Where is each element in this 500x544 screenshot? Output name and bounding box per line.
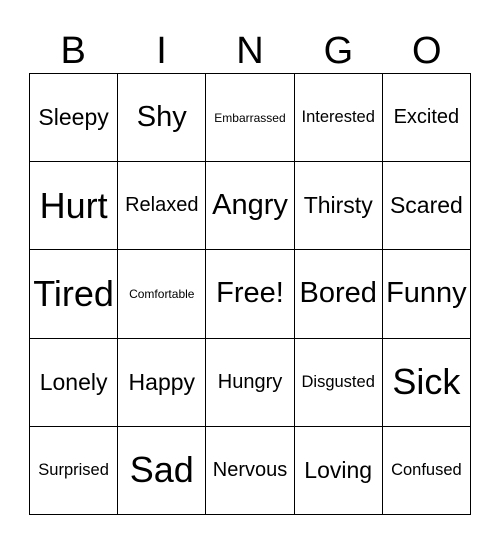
bingo-cell[interactable]: Interested (295, 74, 383, 162)
header-letter-g: G (323, 30, 354, 72)
bingo-cell[interactable]: Thirsty (295, 162, 383, 250)
bingo-cell[interactable]: Excited (383, 74, 471, 162)
bingo-cell[interactable]: Loving (295, 427, 383, 515)
bingo-cell[interactable]: Happy (118, 339, 206, 427)
bingo-grid (29, 73, 471, 515)
bingo-header (29, 28, 471, 74)
bingo-cell[interactable]: Hungry (206, 339, 294, 427)
bingo-cell[interactable]: Embarrassed (206, 74, 294, 162)
bingo-cell[interactable]: Angry (206, 162, 294, 250)
bingo-cell[interactable]: Confused (383, 427, 471, 515)
bingo-cell[interactable]: Disgusted (295, 339, 383, 427)
bingo-cell[interactable]: Hurt (30, 162, 118, 250)
bingo-cell[interactable]: Funny (383, 250, 471, 338)
bingo-cell[interactable]: Sick (383, 339, 471, 427)
bingo-cell[interactable]: Lonely (30, 339, 118, 427)
bingo-cell[interactable]: Shy (118, 74, 206, 162)
bingo-cell[interactable]: Nervous (206, 427, 294, 515)
bingo-cell[interactable]: Relaxed (118, 162, 206, 250)
bingo-cell[interactable]: Tired (30, 250, 118, 338)
bingo-cell[interactable]: Free! (206, 250, 294, 338)
header-letter-i: I (156, 30, 167, 72)
bingo-cell[interactable]: Sad (118, 427, 206, 515)
bingo-cell[interactable]: Surprised (30, 427, 118, 515)
bingo-cell[interactable]: Comfortable (118, 250, 206, 338)
header-letter-o: O (411, 30, 442, 72)
bingo-cell[interactable]: Bored (295, 250, 383, 338)
header-letter-n: N (236, 30, 264, 72)
header-letter-b: B (60, 30, 86, 72)
bingo-cell[interactable]: Scared (383, 162, 471, 250)
bingo-cell[interactable]: Sleepy (30, 74, 118, 162)
